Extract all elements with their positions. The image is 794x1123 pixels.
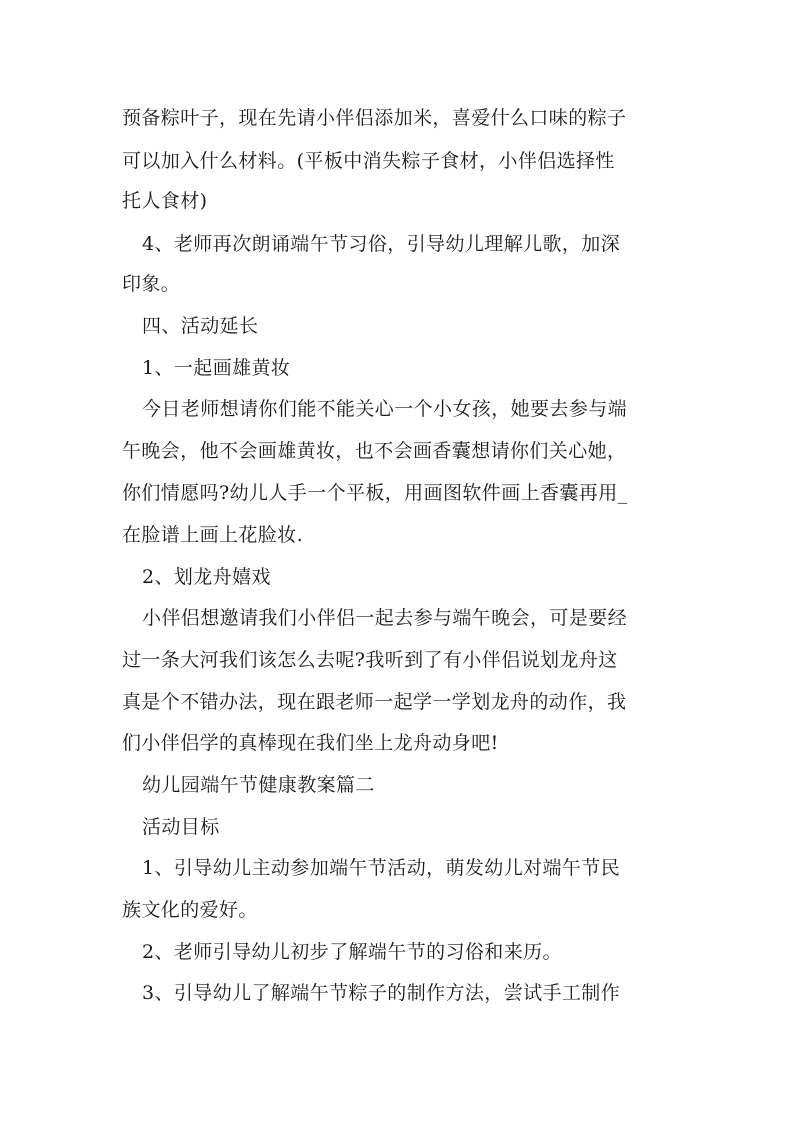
list-item: 2、老师引导幼儿初步了解端午节的习俗和来历。: [142, 941, 562, 963]
body-text-line: 印象。: [122, 273, 181, 295]
list-item: 1、引导幼儿主动参加端午节活动，萌发幼儿对端午节民: [142, 857, 621, 879]
body-text-line: 午晚会，他不会画雄黄妆，也不会画香囊想请你们关心她，: [122, 440, 627, 462]
list-item: 3、引导幼儿了解端午节粽子的制作方法，尝试手工制作: [142, 982, 621, 1004]
section-heading: 活动目标: [142, 816, 220, 838]
body-text-line: 小伴侣想邀请我们小伴侣一起去参与端午晚会，可是要经: [142, 607, 628, 629]
section-heading: 幼儿园端午节健康教案篇二: [142, 774, 375, 796]
body-text-line: 们小伴侣学的真棒现在我们坐上龙舟动身吧!: [122, 732, 499, 754]
subsection-heading: 1、一起画雄黄妆: [142, 357, 291, 379]
body-text-line: 你们情愿吗?幼儿人手一个平板，用画图软件画上香囊再用_: [122, 482, 628, 504]
body-text-line: 预备粽叶子，现在先请小伴侣添加米，喜爱什么口味的粽子: [122, 107, 627, 129]
body-text-line: 托人食材): [122, 190, 208, 212]
section-heading: 四、活动延长: [142, 315, 259, 337]
list-item: 4、老师再次朗诵端午节习俗，引导幼儿理解儿歌，加深: [142, 233, 621, 255]
body-text-line: 在脸谱上画上花脸妆.: [122, 524, 304, 546]
body-text-line: 今日老师想请你们能不能关心一个小女孩，她要去参与端: [142, 398, 628, 420]
subsection-heading: 2、划龙舟嬉戏: [142, 566, 271, 588]
body-text-line: 过一条大河我们该怎么去呢?我听到了有小伴侣说划龙舟这: [122, 649, 618, 671]
body-text-line: 真是个不错办法，现在跟老师一起学一学划龙舟的动作，我: [122, 691, 627, 713]
body-text-line: 族文化的爱好。: [122, 899, 258, 921]
body-text-line: 可以加入什么材料。(平板中消失粽子食材，小伴侣选择性: [122, 150, 615, 172]
